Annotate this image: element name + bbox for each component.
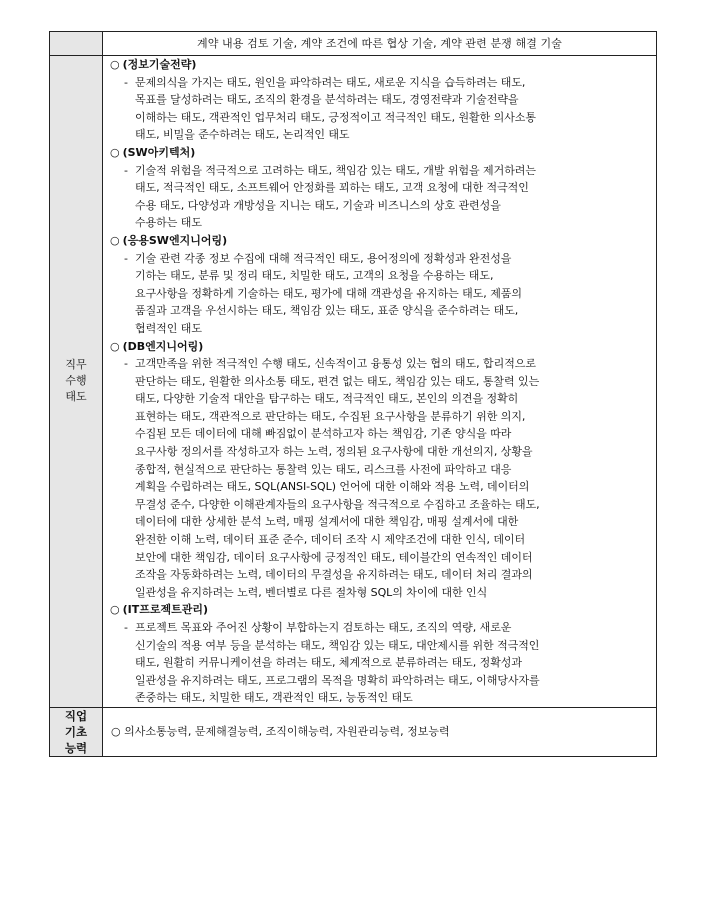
bullet-circle: ○ — [110, 339, 120, 353]
section-line — [108, 531, 651, 549]
section-title-text: (응용SW엔지니어링) — [122, 233, 228, 247]
section-title — [108, 56, 651, 74]
bullet-circle: ○ — [110, 233, 120, 247]
bullet-circle: ○ — [110, 58, 120, 71]
section-line — [108, 478, 651, 496]
section-title — [108, 232, 651, 250]
section-line-text: 프로젝트 목표와 주어진 상황이 부합하는지 검토하는 태도, 조직의 역량, 새로운 — [135, 621, 512, 634]
dash-marker: - — [124, 251, 128, 265]
section-line — [108, 619, 651, 637]
section-line-text: 요구사항 정의서를 작성하고자 하는 노력, 정의된 요구사항에 대한 개선의지, 상황을 — [135, 445, 533, 459]
section-line-text: 수집된 모든 데이터에 대해 빠짐없이 분석하고자 하는 책임감, 기존 양식을 따라 — [135, 427, 512, 441]
section-line — [108, 549, 651, 567]
section-line — [108, 637, 651, 655]
section-line — [108, 654, 651, 672]
section-line-text: 태도, 원활히 커뮤니케이션을 하려는 태도, 체계적으로 분류하려는 태도, 정확성과 — [135, 656, 522, 670]
section-line-text: 태도, 다양한 기술적 대안을 탐구하는 태도, 적극적인 태도, 본인의 의견을 정확히 — [135, 392, 519, 406]
section-line — [108, 355, 651, 373]
attitude-label-line: 수행 — [65, 374, 87, 388]
section-line — [108, 267, 651, 285]
attitude-sections — [108, 56, 651, 707]
section-line — [108, 443, 651, 461]
attitude-section — [108, 601, 651, 707]
section-line-text: 목표를 달성하려는 태도, 조직의 환경을 분석하려는 태도, 경영전략과 기술전략을 — [135, 93, 519, 107]
attitude-section — [108, 144, 651, 232]
section-line-text: 태도, 비밀을 준수하려는 태도, 논리적인 태도 — [135, 128, 350, 142]
section-line — [108, 162, 651, 180]
section-line-text: 문제의식을 가지는 태도, 원인을 파악하려는 태도, 새로운 지식을 습득하려는 태도, — [135, 75, 526, 89]
section-line-text: 기하는 태도, 분류 및 정리 태도, 치밀한 태도, 고객의 요청을 수용하는 태도, — [135, 269, 494, 283]
basic-ability-text: 의사소통능력, 문제해결능력, 조직이해능력, 자원관리능력, 정보능력 — [124, 724, 450, 738]
section-line-text: 신기술의 적용 여부 등을 분석하는 태도, 책임감 있는 태도, 대안제시를 위한 적극적인 — [135, 638, 540, 652]
section-line — [108, 250, 651, 268]
section-line — [108, 390, 651, 408]
section-line-text: 고객만족을 위한 적극적인 수행 태도, 신속적이고 융통성 있는 협의 태도, 합리적으로 — [135, 357, 536, 371]
section-title-text: (DB엔지니어링) — [122, 339, 204, 353]
technique-content-cell — [103, 32, 657, 56]
attitude-section — [108, 56, 651, 144]
section-line — [108, 689, 651, 707]
section-line-text: 존중하는 태도, 치밀한 태도, 객관적인 태도, 능동적인 태도 — [135, 691, 413, 705]
section-line — [108, 109, 651, 127]
section-title-text: (IT프로젝트관리) — [122, 603, 209, 617]
section-line-text: 기술적 위험을 적극적으로 고려하는 태도, 책임감 있는 태도, 개발 위험을 제거하려는 — [135, 163, 536, 177]
section-line — [108, 302, 651, 320]
section-line-text: 수용 태도, 다양성과 개방성을 지니는 태도, 기술과 비즈니스의 상호 관련성을 — [135, 198, 501, 212]
section-title — [108, 144, 651, 162]
section-line-text: 협력적인 태도 — [135, 321, 202, 335]
section-line-text: 무결성 준수, 다양한 이해관계자들의 요구사항을 적극적으로 수집하고 조율하는 태도, — [135, 497, 540, 511]
technique-text: 계약 내용 검토 기술, 계약 조건에 따른 협상 기술, 계약 관련 분쟁 해결 기술 — [197, 37, 562, 50]
basic-ability-label — [50, 707, 103, 756]
section-line — [108, 214, 651, 232]
section-line — [108, 672, 651, 690]
section-line — [108, 126, 651, 144]
attitude-section — [108, 338, 651, 602]
section-line — [108, 373, 651, 391]
basic-ability-row — [50, 707, 657, 756]
section-line-text: 보안에 대한 책임감, 데이터 요구사항에 긍정적인 태도, 테이블간의 연속적인 데이터 — [135, 550, 533, 564]
dash-marker: - — [124, 357, 128, 371]
section-line — [108, 513, 651, 531]
attitude-label-line: 직무 — [65, 358, 87, 372]
basic-label-line: 능력 — [64, 740, 88, 755]
bullet-circle: ○ — [110, 603, 120, 617]
basic-ability-content — [103, 707, 657, 756]
section-line-text: 판단하는 태도, 원활한 의사소통 태도, 편견 없는 태도, 책임감 있는 태도, 통찰력 있는 — [135, 374, 540, 388]
section-line-text: 태도, 적극적인 태도, 소프트웨어 안정화를 꾀하는 태도, 고객 요청에 대한 적극적인 — [135, 181, 529, 195]
section-line — [108, 179, 651, 197]
technique-label-cell — [50, 32, 103, 56]
dash-marker: - — [124, 163, 128, 177]
dash-marker: - — [124, 621, 128, 634]
section-line-text: 완전한 이해 노력, 데이터 표준 준수, 데이터 조작 시 제약조건에 대한 인식, 데이터 — [135, 533, 526, 547]
bullet-circle: ○ — [110, 145, 120, 159]
attitude-label — [50, 56, 103, 708]
section-line — [108, 74, 651, 92]
section-line-text: 일관성을 유지하려는 노력, 벤더별로 다른 절차형 SQL의 차이에 대한 인식 — [135, 585, 488, 599]
section-line-text: 수용하는 태도 — [135, 216, 202, 230]
section-line-text: 종합적, 현실적으로 판단하는 통찰력 있는 태도, 리스크를 사전에 파악하고 대응 — [135, 462, 512, 476]
section-line-text: 기술 관련 각종 정보 수집에 대해 적극적인 태도, 용어정의에 정확성과 완전성을 — [135, 251, 512, 265]
section-line — [108, 91, 651, 109]
section-title-text: (SW아키텍처) — [122, 145, 196, 159]
section-line-text: 요구사항을 정확하게 기술하는 태도, 평가에 대해 객관성을 유지하는 태도, 제품의 — [135, 286, 522, 300]
section-title-text: (정보기술전략) — [122, 58, 197, 71]
section-line-text: 데이터에 대한 상세한 분석 노력, 매핑 설계서에 대한 책임감, 매핑 설계서에 대한 — [135, 515, 519, 529]
section-line — [108, 584, 651, 602]
section-line-text: 일관성을 유지하려는 태도, 프로그램의 목적을 명확히 파악하려는 태도, 이해당사자를 — [135, 673, 540, 687]
competency-table — [49, 31, 657, 757]
section-line-text: 품질과 고객을 우선시하는 태도, 책임감 있는 태도, 표준 양식을 준수하려는 태도, — [135, 304, 519, 318]
section-line-text: 조작을 자동화하려는 노력, 데이터의 무결성을 유지하려는 태도, 데이터 처리 결과의 — [135, 568, 533, 582]
basic-ability-item — [108, 708, 651, 756]
section-line — [108, 566, 651, 584]
technique-row — [50, 32, 657, 56]
section-line — [108, 197, 651, 215]
basic-label-line: 기초 — [64, 724, 88, 739]
section-line-text: 표현하는 태도, 객관적으로 판단하는 태도, 수집된 요구사항을 분류하기 위한 의지, — [135, 409, 526, 423]
attitude-content — [103, 56, 657, 708]
section-line — [108, 425, 651, 443]
section-line — [108, 461, 651, 479]
section-line-text: 이해하는 태도, 객관적인 업무처리 태도, 긍정적이고 적극적인 태도, 원활한 의사소통 — [135, 110, 536, 124]
section-title — [108, 338, 651, 356]
attitude-label-line: 태도 — [65, 390, 87, 404]
section-line — [108, 496, 651, 514]
attitude-row — [50, 56, 657, 708]
section-line-text: 계획을 수립하려는 태도, SQL(ANSI-SQL) 언어에 대한 이해와 적용 노력, 데이터의 — [135, 480, 530, 494]
section-line — [108, 320, 651, 338]
section-line — [108, 408, 651, 426]
section-title — [108, 601, 651, 619]
attitude-section — [108, 232, 651, 338]
section-line — [108, 285, 651, 303]
bullet-circle: ○ — [111, 724, 121, 738]
dash-marker: - — [124, 75, 128, 89]
basic-label-line: 직업 — [64, 708, 88, 723]
